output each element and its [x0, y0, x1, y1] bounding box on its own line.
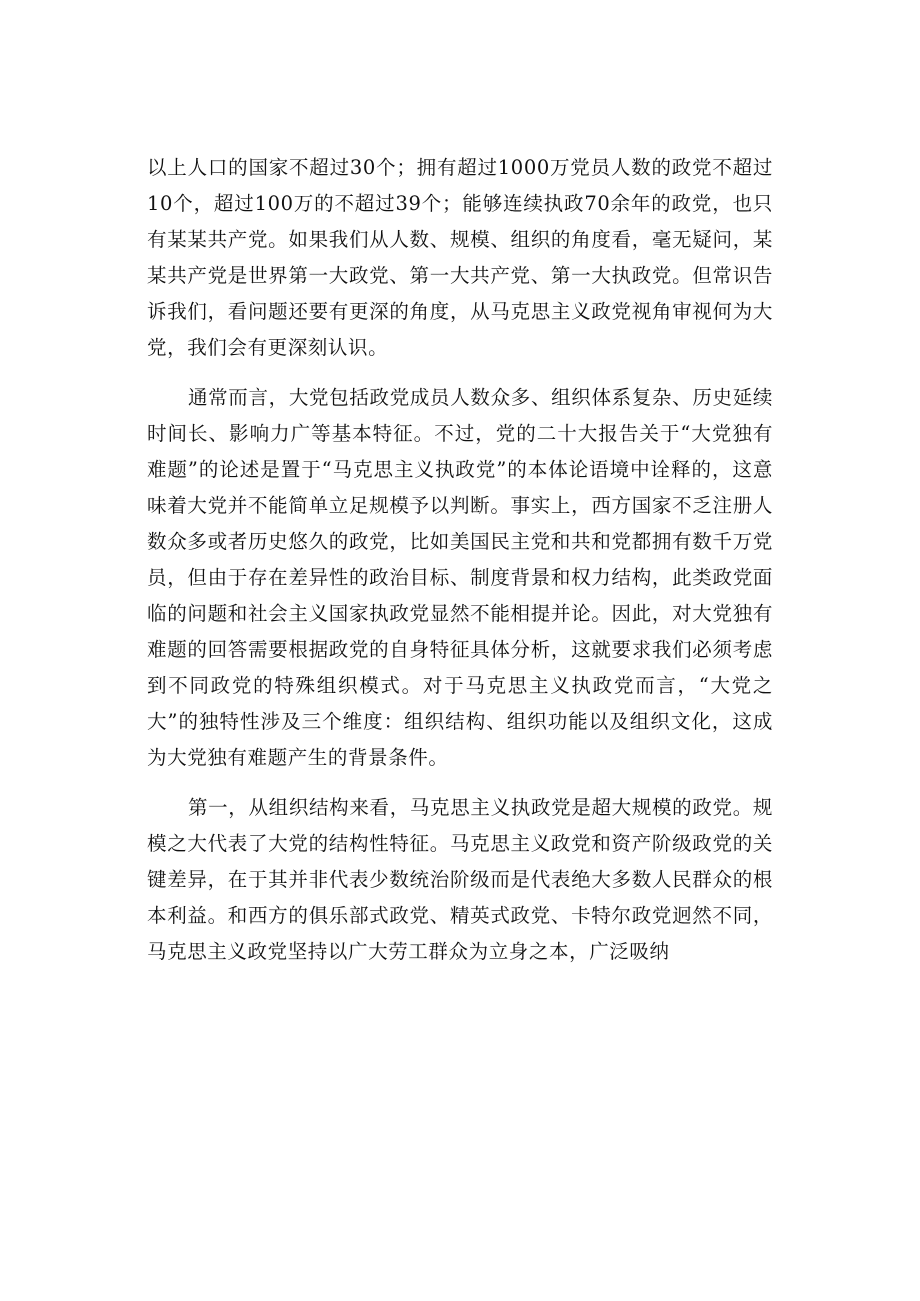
paragraph-3: 第一，从组织结构来看，马克思主义执政党是超大规模的政党。规模之大代表了大党的结构性特征。马克思主义政党和资产阶级政党的关键差异，在于其并非代表少数统治阶级而是代表绝大多数人民群众的根本利益。和西方的俱乐部式政党、精英式政党、卡特尔政党迥然不同，马克思主义政党坚持以广大劳工群众为立身之本，广泛吸纳 — [147, 796, 773, 963]
paragraph-2: 通常而言，大党包括政党成员人数众多、组织体系复杂、历史延续时间长、影响力广等基本特征。不过，党的二十大报告关于“大党独有难题”的论述是置于“马克思主义执政党”的本体论语境中诠释的，这意味着大党并不能简单立足规模予以判断。事实上，西方国家不乏注册人数众多或者历史悠久的政党，比如美国民主党和共和党都拥有数千万党员，但由于存在差异性的政治目标、制度背景和权力结构，此类政党面临的问题和社会主义国家执政党显然不能相提并论。因此，对大党独有难题的回答需要根据政党的自身特征具体分析，这就要求我们必须考虑到不同政党的特殊组织模式。对于马克思主义执政党而言，“大党之大”的独特性涉及三个维度：组织结构、组织功能以及组织文化，这成为大党独有难题产生的背景条件。 — [147, 386, 773, 769]
document-page — [147, 150, 773, 984]
paragraph-1: 以上人口的国家不超过30个；拥有超过1000万党员人数的政党不超过10个，超过100万的不超过39个；能够连续执政70余年的政党，也只有某某共产党。如果我们从人数、规模、组织的角度看，毫无疑问，某某共产党是世界第一大政党、第一大共产党、第一大执政党。但常识告诉我们，看问题还要有更深的角度，从马克思主义政党视角审视何为大党，我们会有更深刻认识。 — [147, 156, 773, 359]
